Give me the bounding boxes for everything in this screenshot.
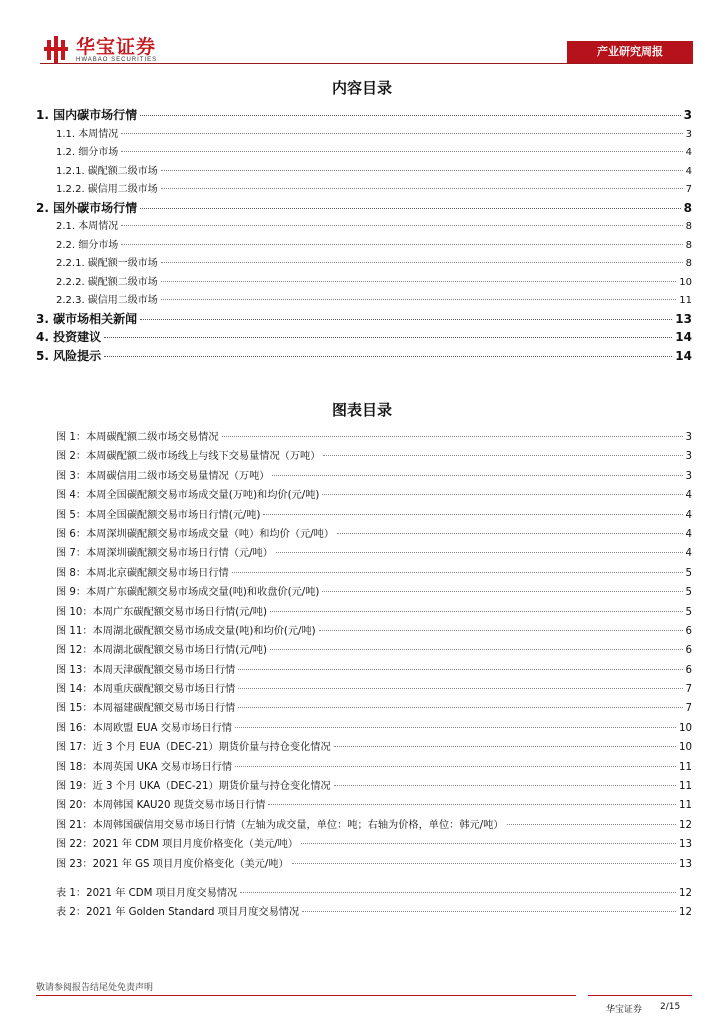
header-divider (40, 63, 693, 64)
footer-brand: 华宝证券 (606, 1005, 643, 1015)
figure-entry-page: 5 (685, 587, 692, 599)
dot-leader (322, 591, 682, 592)
toc-entry-label: 2.2.1. 碳配额一级市场 (56, 258, 158, 269)
figure-entry[interactable] (36, 816, 692, 835)
dot-leader (268, 804, 676, 805)
toc-entry-label: 3. 碳市场相关新闻 (36, 311, 138, 326)
figure-entry-page: 6 (685, 664, 692, 676)
toc-entry-label: 1.2.2. 碳信用二级市场 (56, 184, 158, 195)
figure-entry-page: 3 (685, 470, 692, 482)
dot-leader (232, 572, 683, 573)
figure-entry[interactable] (36, 428, 692, 447)
figure-entry-label: 图 3：本周碳信用二级市场交易量情况（万吨） (56, 470, 270, 482)
toc-entry-page: 3 (683, 108, 692, 122)
figure-entry-label: 图 7：本周深圳碳配额交易市场日行情（元/吨） (56, 548, 273, 560)
figure-entry-label: 图 16：本周欧盟 EUA 交易市场日行情 (56, 722, 232, 734)
dot-leader (334, 746, 676, 747)
table-entry-page: 12 (679, 907, 692, 919)
figure-entry-label: 图 12：本周湖北碳配额交易市场日行情(元/吨) (56, 645, 267, 657)
company-logo (44, 34, 157, 66)
toc-entry-label: 5. 风险提示 (36, 348, 102, 363)
dot-leader (161, 281, 676, 282)
dot-leader (302, 911, 676, 912)
dot-leader (121, 151, 682, 152)
toc-entry-page: 8 (685, 239, 692, 251)
figure-entry-page: 7 (685, 703, 692, 715)
figure-entry-label: 图 5：本周全国碳配额交易市场日行情(元/吨) (56, 509, 261, 521)
dot-leader (140, 208, 681, 209)
toc-entry-page: 4 (685, 165, 692, 177)
figure-entry-label: 图 14：本周重庆碳配额交易市场日行情 (56, 684, 236, 696)
figure-entry-label: 图 6：本周深圳碳配额交易市场成交量（吨）和均价（元/吨） (56, 528, 335, 540)
dot-leader (240, 892, 676, 893)
toc-entry-label: 2.2. 细分市场 (56, 239, 119, 251)
toc-entry-label: 2.2.2. 碳配额二级市场 (56, 276, 158, 288)
figure-entry-page: 4 (685, 490, 692, 502)
dot-leader (334, 785, 676, 786)
toc-entry-page: 4 (685, 147, 692, 158)
toc-entry[interactable] (36, 273, 692, 292)
toc-entry-label: 2. 国外碳市场行情 (36, 200, 138, 215)
figure-entry-label: 图 13：本周天津碳配额交易市场日行情 (56, 664, 236, 676)
toc-entry-page: 14 (675, 348, 692, 363)
toc-entry-label: 1.1. 本周情况 (56, 128, 119, 140)
hwabao-logo-icon (44, 36, 70, 64)
toc-entry-page: 13 (675, 311, 692, 326)
figure-entry-page: 10 (679, 742, 692, 754)
figure-entry-page: 11 (679, 761, 692, 773)
dot-leader (323, 455, 682, 456)
toc-entry-page: 8 (685, 258, 692, 269)
figure-entry[interactable] (36, 680, 692, 699)
figure-entry[interactable] (36, 796, 692, 815)
figure-list-title: 图表目录 (331, 401, 392, 419)
figure-entry-page: 3 (685, 432, 692, 443)
toc-entry-page: 8 (683, 200, 692, 215)
figure-entry[interactable] (36, 447, 692, 466)
dot-leader (222, 436, 683, 437)
dot-leader (301, 843, 676, 844)
toc-entry[interactable] (36, 125, 692, 144)
figure-entry-page: 11 (679, 781, 692, 793)
dot-leader (161, 262, 683, 263)
footer-divider-right (588, 995, 692, 996)
figure-entry-page: 6 (685, 625, 692, 637)
dot-leader (270, 649, 683, 650)
dot-leader (507, 824, 677, 825)
footer-divider (36, 995, 576, 996)
toc-entry-label: 1.2. 细分市场 (56, 147, 119, 158)
table-list (36, 884, 692, 923)
dot-leader (238, 707, 682, 708)
figure-entry-label: 图 2：本周碳配额二级市场线上与线下交易量情况（万吨） (56, 451, 321, 463)
toc-entry[interactable] (36, 310, 692, 329)
dot-leader (104, 356, 672, 357)
figure-entry[interactable] (36, 738, 692, 757)
figure-entry[interactable] (36, 699, 692, 718)
toc-entry-label: 4. 投资建议 (36, 330, 102, 344)
figure-entry-label: 图 19：近 3 个月 UKA（DEC-21）期货价量与持仓变化情况 (56, 781, 331, 793)
dot-leader (235, 727, 676, 728)
figure-entry[interactable] (36, 777, 692, 796)
toc-entry-page: 3 (685, 128, 692, 140)
brand-name-cn: 华宝证券 (76, 35, 157, 58)
figure-entry-page: 13 (679, 858, 692, 870)
figure-entry[interactable] (36, 855, 692, 874)
dot-leader (121, 244, 682, 245)
brand-name-en: HWABAO SECURITIES (76, 56, 158, 63)
figure-entry[interactable] (36, 564, 692, 583)
toc-entry[interactable] (36, 199, 692, 218)
figure-entry[interactable] (36, 603, 692, 622)
figure-entry[interactable] (36, 835, 692, 854)
toc-entry[interactable] (36, 236, 692, 255)
table-entry-label: 表 2：2021 年 Golden Standard 项目月度交易情况 (56, 907, 300, 919)
toc-entry[interactable] (36, 180, 692, 199)
figure-entry[interactable] (36, 506, 692, 525)
figure-entry[interactable] (36, 622, 692, 641)
table-of-contents (36, 106, 692, 365)
dot-leader (161, 299, 676, 300)
dot-leader (319, 630, 683, 631)
figure-entry-label: 图 17：近 3 个月 EUA（DEC-21）期货价量与持仓变化情况 (56, 742, 331, 754)
figure-entry[interactable] (36, 467, 692, 486)
dot-leader (121, 225, 682, 226)
dot-leader (121, 133, 682, 134)
dot-leader (263, 514, 682, 515)
toc-entry[interactable] (36, 291, 692, 310)
toc-entry-page: 7 (685, 184, 692, 195)
figure-entry-page: 4 (685, 528, 692, 540)
dot-leader (238, 669, 682, 670)
toc-entry-label: 2.1. 本周情况 (56, 221, 119, 232)
figure-entry-page: 7 (685, 684, 692, 696)
figure-entry-label: 图 15：本周福建碳配额交易市场日行情 (56, 703, 236, 715)
toc-title: 内容目录 (331, 79, 392, 97)
toc-entry[interactable] (36, 217, 692, 236)
figure-entry-label: 图 22：2021 年 CDM 项目月度价格变化（美元/吨） (56, 839, 299, 851)
figure-entry-page: 13 (679, 839, 692, 851)
dot-leader (322, 494, 682, 495)
figure-entry-label: 图 10：本周广东碳配额交易市场日行情(元/吨) (56, 606, 267, 618)
figure-entry-label: 图 8：本周北京碳配额交易市场日行情 (56, 567, 229, 579)
figure-entry-label: 图 9：本周广东碳配额交易市场成交量(吨)和收盘价(元/吨) (56, 587, 320, 599)
page-number: 2/15 (660, 1002, 681, 1012)
figure-entry[interactable] (36, 544, 692, 563)
toc-entry[interactable] (36, 347, 692, 366)
toc-entry-page: 11 (679, 295, 692, 306)
toc-entry[interactable] (36, 143, 692, 162)
figure-entry-label: 图 23：2021 年 GS 项目月度价格变化（美元/吨） (56, 858, 289, 870)
figure-entry[interactable] (36, 486, 692, 505)
toc-entry[interactable] (36, 254, 692, 273)
figure-entry-label: 图 1：本周碳配额二级市场交易情况 (56, 432, 219, 443)
figure-entry-label: 图 20：本周韩国 KAU20 现货交易市场日行情 (56, 800, 266, 812)
figure-entry-page: 5 (685, 606, 692, 618)
toc-entry-page: 14 (675, 330, 692, 344)
dot-leader (238, 688, 682, 689)
figure-entry-label: 图 21：本周韩国碳信用交易市场日行情（左轴为成交量，单位：吨；右轴为价格，单位：韩元/吨） (56, 819, 504, 831)
table-entry-label: 表 1：2021 年 CDM 项目月度交易情况 (56, 888, 238, 899)
figure-entry-page: 3 (685, 451, 692, 463)
report-type-badge: 产业研究周报 (567, 41, 693, 63)
dot-leader (104, 337, 672, 338)
toc-entry-label: 1. 国内碳市场行情 (36, 108, 138, 122)
dot-leader (272, 475, 682, 476)
toc-entry-label: 1.2.1. 碳配额二级市场 (56, 165, 158, 177)
figure-entry[interactable] (36, 583, 692, 602)
dot-leader (270, 611, 683, 612)
table-entry[interactable] (36, 884, 692, 903)
dot-leader (337, 533, 682, 534)
disclaimer-note: 敬请参阅报告结尾处免责声明 (36, 983, 154, 993)
figure-entry-page: 4 (685, 548, 692, 560)
toc-entry-page: 8 (685, 221, 692, 232)
table-entry-page: 12 (679, 888, 692, 899)
dot-leader (276, 552, 683, 553)
dot-leader (140, 115, 681, 116)
dot-leader (235, 766, 676, 767)
figure-entry-page: 12 (679, 819, 692, 831)
figure-entry-label: 图 11：本周湖北碳配额交易市场成交量(吨)和均价(元/吨) (56, 625, 316, 637)
figure-entry[interactable] (36, 641, 692, 660)
figure-entry-page: 5 (685, 567, 692, 579)
figure-entry-page: 10 (679, 722, 692, 734)
toc-entry-page: 10 (679, 276, 692, 288)
dot-leader (140, 319, 672, 320)
figure-entry-label: 图 4：本周全国碳配额交易市场成交量(万吨)和均价(元/吨) (56, 490, 320, 502)
toc-entry[interactable] (36, 328, 692, 347)
dot-leader (292, 863, 676, 864)
dot-leader (161, 170, 683, 171)
toc-entry[interactable] (36, 162, 692, 181)
dot-leader (161, 188, 683, 189)
figure-entry[interactable] (36, 525, 692, 544)
figure-entry[interactable] (36, 719, 692, 738)
page-header (0, 0, 724, 70)
figure-entry-page: 4 (685, 509, 692, 521)
toc-entry-label: 2.2.3. 碳信用二级市场 (56, 295, 158, 306)
figure-entry-page: 6 (685, 645, 692, 657)
figure-entry[interactable] (36, 758, 692, 777)
figure-entry-page: 11 (679, 800, 692, 812)
figure-list (36, 428, 692, 874)
figure-entry[interactable] (36, 661, 692, 680)
table-entry[interactable] (36, 903, 692, 922)
toc-entry[interactable] (36, 106, 692, 125)
figure-entry-label: 图 18：本周英国 UKA 交易市场日行情 (56, 761, 233, 773)
